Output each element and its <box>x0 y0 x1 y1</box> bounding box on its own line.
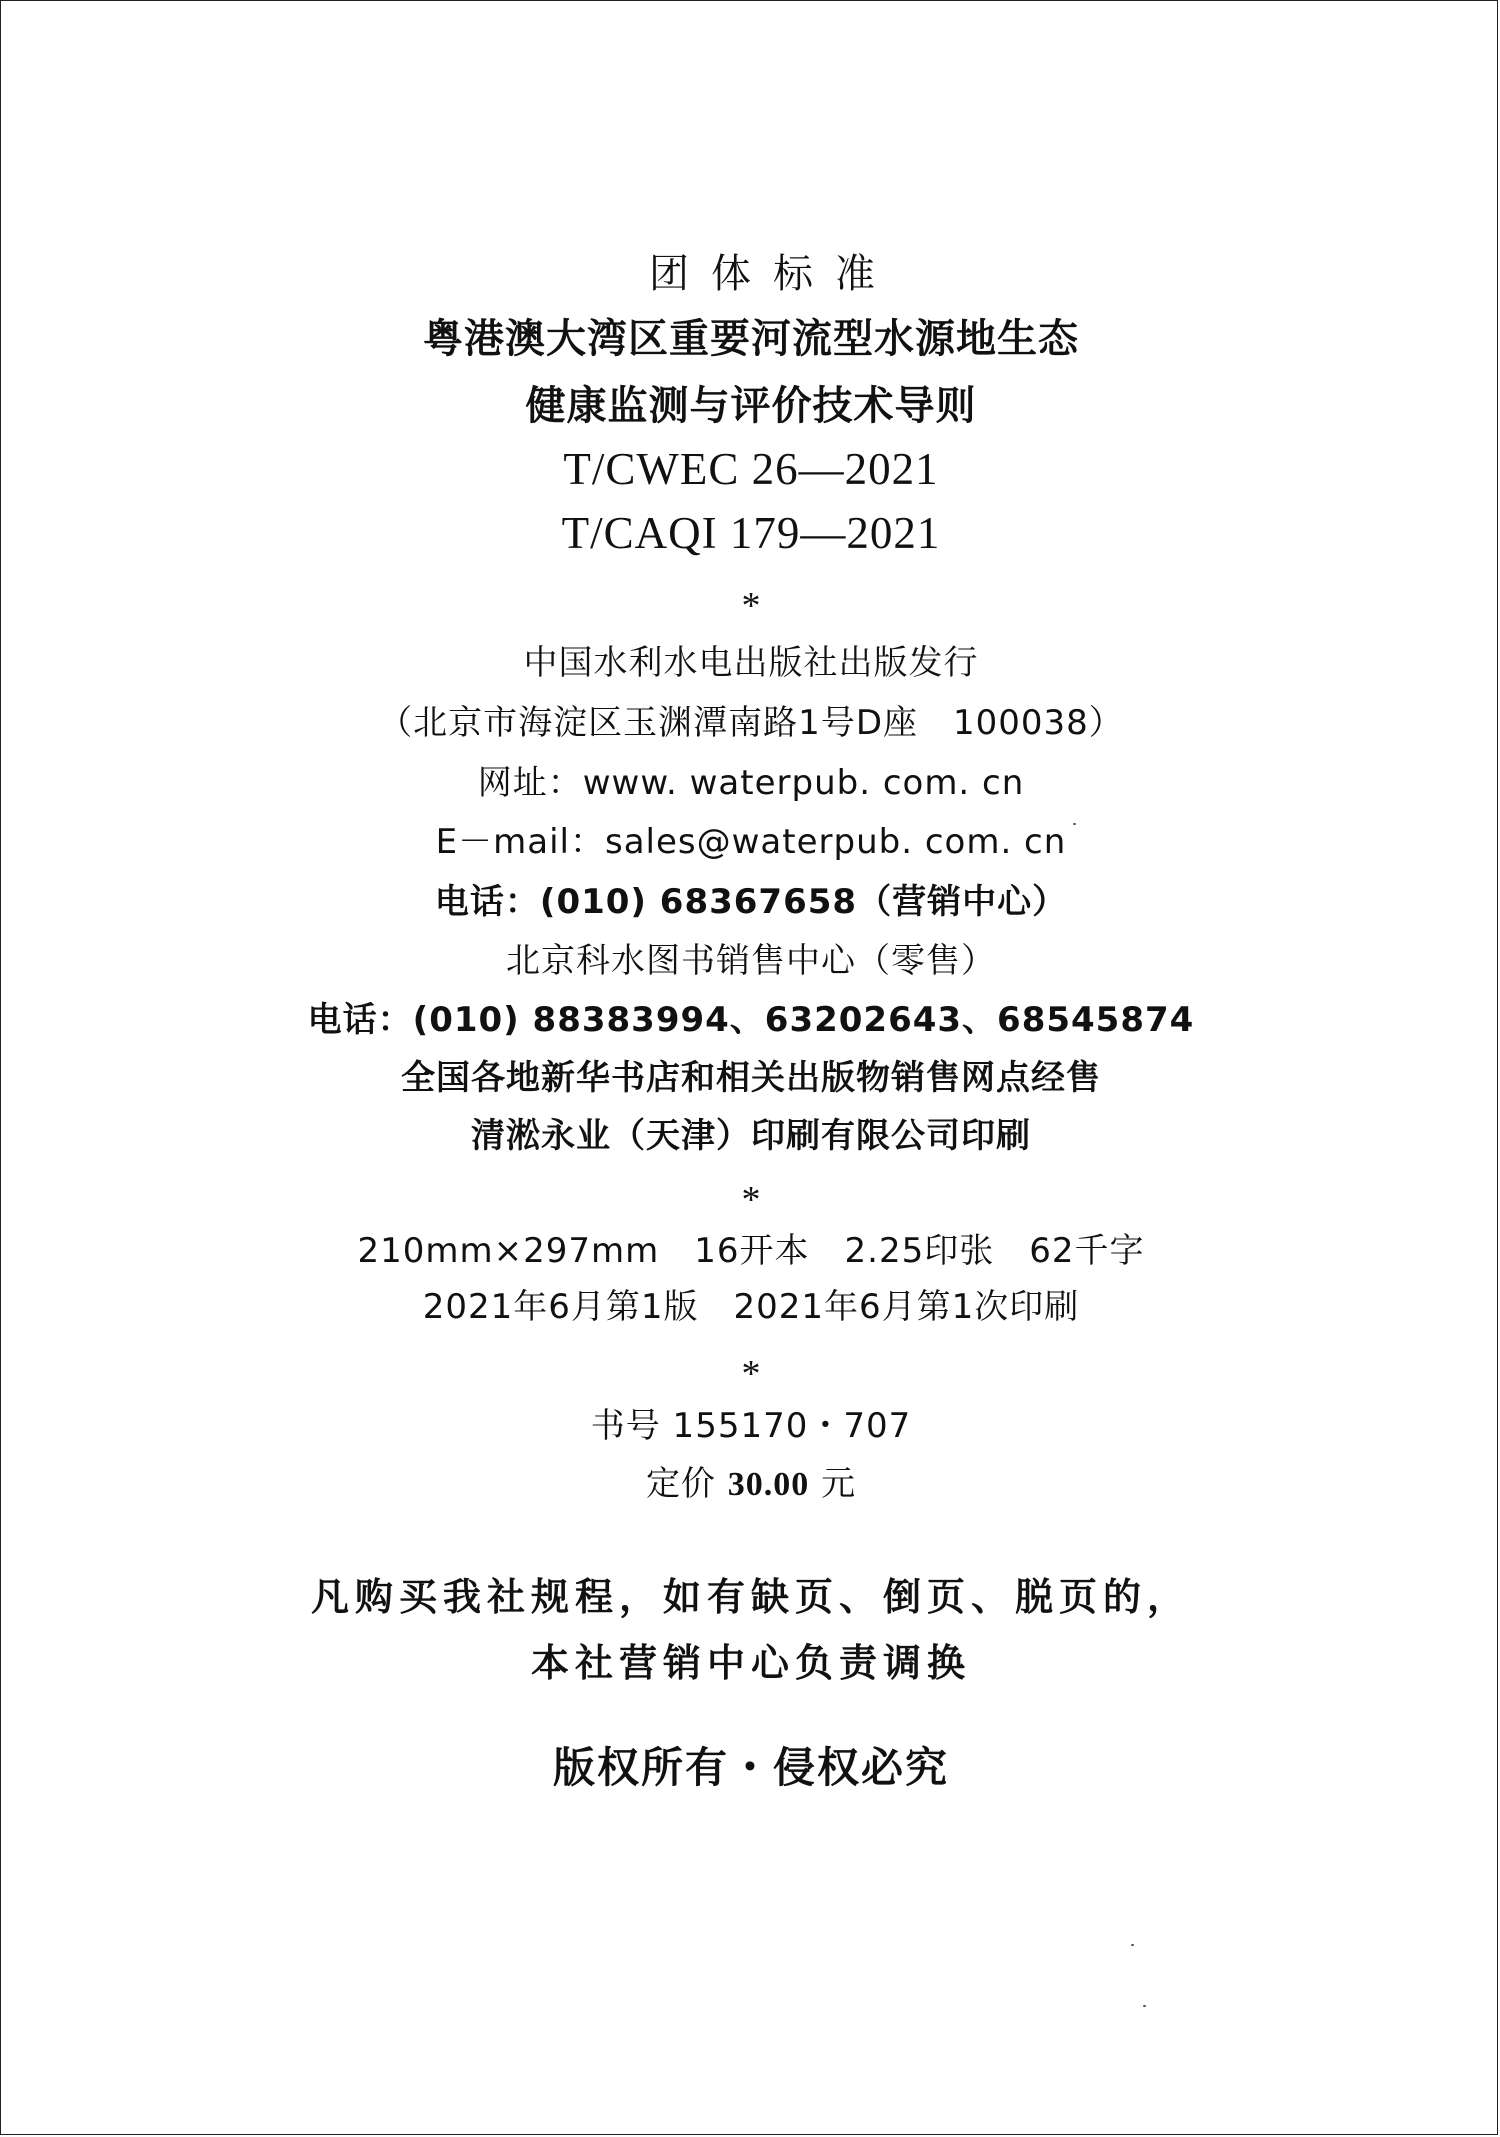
printer-line: 清淞永业（天津）印刷有限公司印刷 <box>471 1116 1031 1156</box>
email-line: E－mail：sales@waterpub. com. cn <box>435 822 1067 862</box>
standard-type-label: 团体标准 <box>649 251 897 297</box>
price-line <box>1 1464 1500 1504</box>
replacement-notice-line-1: 凡购买我社规程，如有缺页、倒页、脱页的， <box>310 1574 1191 1619</box>
price-unit: 元 <box>821 1464 857 1504</box>
title-line-1: 粤港澳大湾区重要河流型水源地生态 <box>423 316 1079 362</box>
edition-line: 2021年6月第1版 2021年6月第1次印刷 <box>422 1287 1080 1327</box>
separator-star-2: * <box>741 1179 761 1221</box>
separator-star-1: * <box>741 585 761 627</box>
separator-star-3: * <box>741 1353 761 1395</box>
price-label: 定价 <box>645 1464 716 1504</box>
standard-code-1: T/CWEC 26—2021 <box>563 444 939 494</box>
standard-code-2: T/CAQI 179—2021 <box>561 508 941 558</box>
book-number-line: 书号 155170・707 <box>590 1406 912 1446</box>
phone-marketing-line: 电话：(010) 68367658（营销中心） <box>434 882 1068 922</box>
website-line: 网址：www. waterpub. com. cn <box>477 763 1025 803</box>
publisher-line: 中国水利水电出版社出版发行 <box>523 643 979 683</box>
publisher-address: （北京市海淀区玉渊潭南路1号D座 100038） <box>378 703 1124 743</box>
replacement-notice-line-2: 本社营销中心负责调换 <box>530 1640 971 1685</box>
copyright-notice: 版权所有・侵权必究 <box>552 1743 949 1792</box>
scan-speck <box>1073 823 1076 825</box>
title-line-2: 健康监测与评价技术导则 <box>525 383 977 429</box>
price-value: 30.00 <box>727 1466 810 1503</box>
phone-retail-line: 电话：(010) 88383994、63202643、68545874 <box>307 1000 1195 1040</box>
retail-center-line: 北京科水图书销售中心（零售） <box>506 941 996 981</box>
scan-speck <box>1131 1944 1134 1946</box>
book-specs-line: 210mm×297mm 16开本 2.25印张 62千字 <box>357 1231 1145 1271</box>
scan-speck <box>1143 2005 1146 2007</box>
distribution-line: 全国各地新华书店和相关出版物销售网点经售 <box>401 1058 1101 1098</box>
